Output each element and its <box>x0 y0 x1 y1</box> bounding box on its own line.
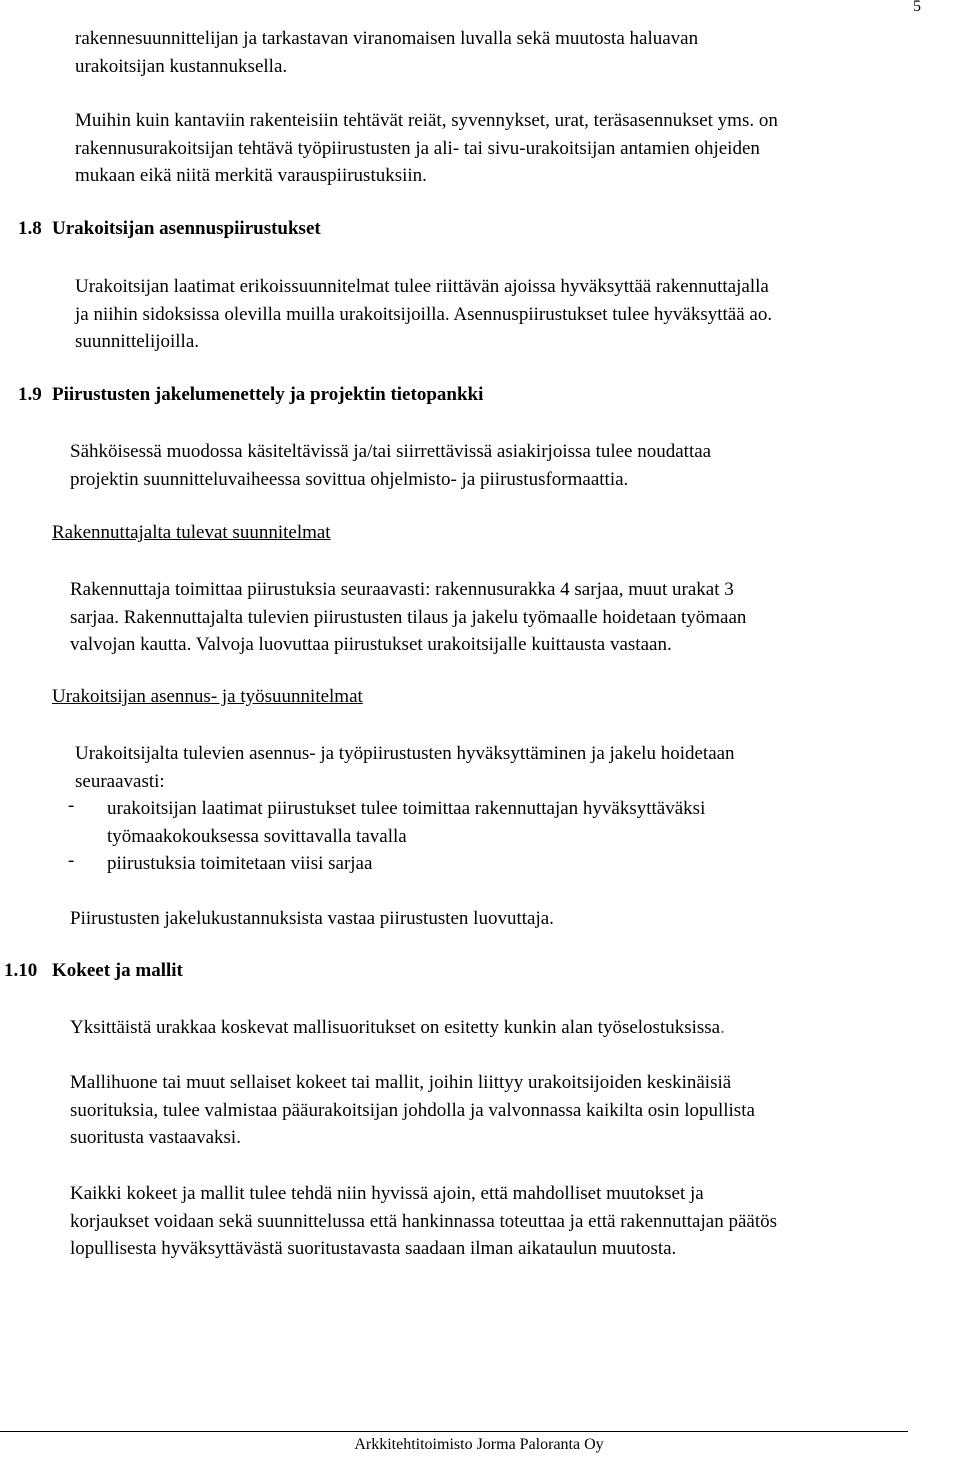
section-1-10-heading <box>4 960 183 982</box>
text-line: Sähköisessä muodossa käsiteltävissä ja/tai siirrettävissä asiakirjoissa tulee noudattaa <box>70 441 712 462</box>
text-line: suorituksia, tulee valmistaa pääurakoitsijan johdolla ja valvonnassa kaikilta osin lopullista <box>70 1099 755 1121</box>
section-1-8-heading <box>18 218 321 240</box>
text-line: työmaakokouksessa sovittavalla tavalla <box>107 825 407 847</box>
section-title: Kokeet ja mallit <box>52 960 183 981</box>
rakennuttajalta-paragraph <box>70 576 746 659</box>
section-1-10-paragraph-3 <box>70 1180 777 1263</box>
section-1-9-heading <box>18 384 484 406</box>
text-line: Muihin kuin kantaviin rakenteisiin tehtävät reiät, syvennykset, urat, teräsasennukset yms. on <box>75 110 778 131</box>
text-line: korjaukset voidaan sekä suunnittelussa että hankinnassa toteuttaa ja että rakennuttajan päätös <box>70 1210 777 1232</box>
bullet-item-1 <box>107 795 705 850</box>
subheading-urakoitsijan: Urakoitsijan asennus- ja työsuunnitelmat <box>52 686 363 707</box>
text-line: suoritusta vastaavaksi. <box>70 1127 241 1148</box>
text-line: sarjaa. Rakennuttajalta tulevien piirustusten tilaus ja jakelu työmaalle hoidetaan työmaan <box>70 606 747 628</box>
text-line: suunnittelijoilla. <box>75 331 200 352</box>
section-1-10-paragraph-1 <box>70 1014 725 1042</box>
text-line: Kaikki kokeet ja mallit tulee tehdä niin hyvissä ajoin, että mahdolliset muutokset ja <box>70 1183 704 1204</box>
section-number: 1.8 <box>18 218 42 239</box>
text-line: mukaan eikä niitä merkitä varauspiirustuksiin. <box>75 165 427 186</box>
text-line: ja niihin sidoksissa olevilla muilla urakoitsijoilla. Asennuspiirustukset tulee hyväksyttää ao. <box>75 303 773 325</box>
bullet-marker: - <box>68 850 75 871</box>
text-line: piirustuksia toimitetaan viisi sarjaa <box>107 853 373 874</box>
footer-company: Arkkitehtitoimisto Jorma Paloranta Oy <box>354 1436 604 1453</box>
text-line: urakoitsijan kustannuksella. <box>75 55 288 77</box>
text-line: seuraavasti: <box>75 770 165 792</box>
jakelukustannukset-paragraph <box>70 905 554 933</box>
text-line: rakennusurakoitsijan tehtävä työpiirustusten ja ali- tai sivu-urakoitsijan antamien ohjeiden <box>75 137 760 159</box>
text-line: projektin suunnitteluvaiheessa sovittua ohjelmisto- ja piirustusformaattia. <box>70 468 629 490</box>
text-line: Mallihuone tai muut sellaiset kokeet tai mallit, joihin liittyy urakoitsijoiden keskinäisiä <box>70 1072 732 1093</box>
text-line: lopullisesta hyväksyttävästä suoritustavasta saadaan ilman aikataulun muutosta. <box>70 1238 677 1259</box>
section-title: Piirustusten jakelumenettely ja projektin tietopankki <box>52 384 484 405</box>
intro-paragraph-1 <box>75 25 698 80</box>
section-1-8-paragraph <box>75 273 772 356</box>
text-line: Urakoitsijalta tulevien asennus- ja työpiirustusten hyväksyttäminen ja jakelu hoidetaan <box>75 743 735 764</box>
intro-paragraph-2 <box>75 107 778 190</box>
urakoitsijan-paragraph <box>75 740 735 795</box>
section-number: 1.9 <box>18 384 42 405</box>
text-line: valvojan kautta. Valvoja luovuttaa piirustukset urakoitsijalle kuittausta vastaan. <box>70 634 672 655</box>
section-1-10-paragraph-2 <box>70 1069 755 1152</box>
section-title: Urakoitsijan asennuspiirustukset <box>52 218 321 239</box>
text-line: Rakennuttaja toimittaa piirustuksia seuraavasti: rakennusurakka 4 sarjaa, muut urakat 3 <box>70 579 734 600</box>
text-line: urakoitsijan laatimat piirustukset tulee toimittaa rakennuttajan hyväksyttäväksi <box>107 798 706 819</box>
section-1-9-paragraph <box>70 438 711 493</box>
section-number: 1.10 <box>4 960 38 981</box>
text-line: Yksittäistä urakkaa koskevat mallisuoritukset on esitetty kunkin alan työselostuksissa. <box>70 1017 725 1038</box>
subheading-rakennuttajalta: Rakennuttajalta tulevat suunnitelmat <box>52 522 331 543</box>
text-line: rakennesuunnittelijan ja tarkastavan viranomaisen luvalla sekä muutosta haluavan <box>75 28 699 49</box>
accent-period: . <box>720 1017 725 1038</box>
footer-rule <box>0 1431 908 1432</box>
bullet-item-2 <box>107 850 372 878</box>
bullet-marker: - <box>68 795 75 816</box>
text-line: Piirustusten jakelukustannuksista vastaa piirustusten luovuttaja. <box>70 908 554 929</box>
page-number: 5 <box>913 0 921 15</box>
text-line: Urakoitsijan laatimat erikoissuunnitelmat tulee riittävän ajoissa hyväksyttää rakennuttajalla <box>75 276 769 297</box>
